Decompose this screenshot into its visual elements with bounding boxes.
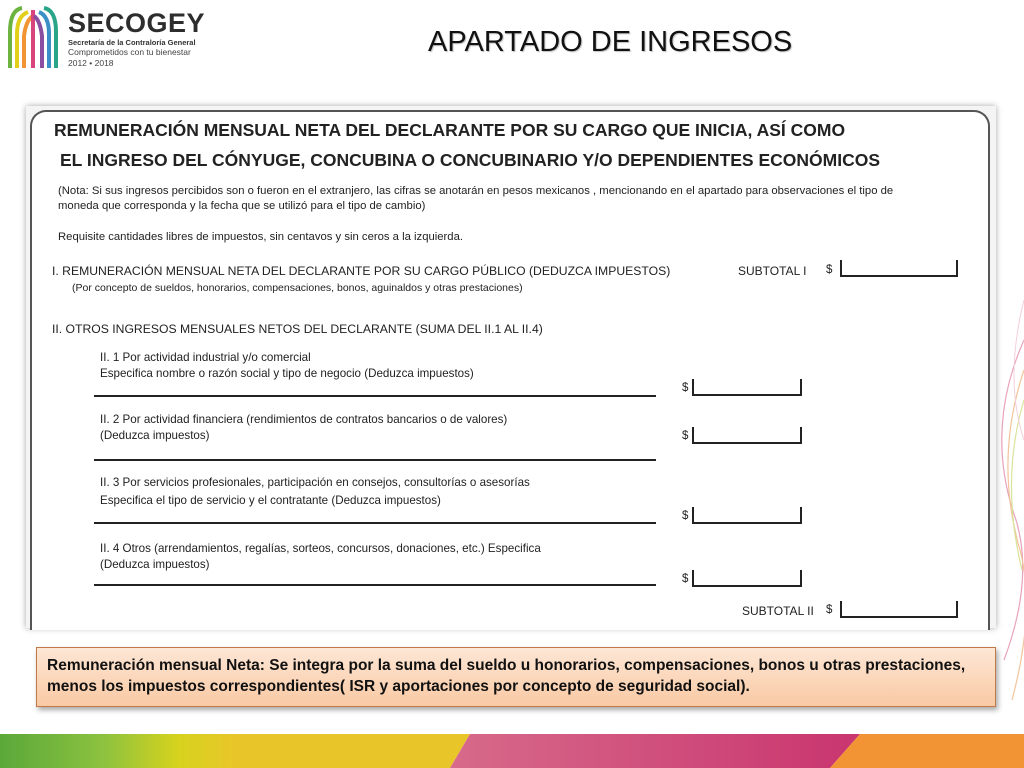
form-note-line1: (Nota: Si sus ingresos percibidos son o fueron en el extranjero, las cifras se anotarán en pesos mexicanos , mencionando en el apartado para observaciones el tipo de xyxy=(58,185,894,197)
footer-color-band xyxy=(0,734,1024,768)
subtotal1-label: SUBTOTAL I xyxy=(738,264,807,278)
logo-subtitle-institution: Secretaría de la Contraloría General xyxy=(68,38,196,47)
item-ii1-amount-field[interactable] xyxy=(692,379,802,396)
section2-title: II. OTROS INGRESOS MENSUALES NETOS DEL DECLARANTE (SUMA DEL II.1 AL II.4) xyxy=(52,322,543,336)
item-ii1-entry-line[interactable] xyxy=(94,395,656,397)
subtotal2-currency: $ xyxy=(826,604,833,616)
income-declaration-form xyxy=(30,110,990,630)
section1-title: I. REMUNERACIÓN MENSUAL NETA DEL DECLARANTE POR SU CARGO PÚBLICO (DEDUZCA IMPUESTOS) xyxy=(52,264,671,278)
item-ii2-currency: $ xyxy=(682,430,689,442)
form-note-line2: moneda que corresponda y la fecha que se utilizó para el tipo de cambio) xyxy=(58,200,426,212)
item-ii2-entry-line[interactable] xyxy=(94,459,656,461)
logo-years: 2012 • 2018 xyxy=(68,58,114,68)
slide-title: APARTADO DE INGRESOS xyxy=(428,26,793,58)
item-ii3-currency: $ xyxy=(682,510,689,522)
subtotal2-amount-field[interactable] xyxy=(840,601,958,618)
secogey-logo-mark-icon xyxy=(4,2,62,70)
item-ii3-line2: Especifica el tipo de servicio y el contratante (Deduzca impuestos) xyxy=(100,494,441,507)
subtotal1-amount-field[interactable] xyxy=(840,260,958,277)
item-ii2-line2: (Deduzca impuestos) xyxy=(100,429,210,442)
section1-subtitle: (Por concepto de sueldos, honorarios, compensaciones, bonos, aguinaldos y otras prestaciones) xyxy=(72,282,523,294)
form-title-line2: EL INGRESO DEL CÓNYUGE, CONCUBINA O CONCUBINARIO Y/O DEPENDIENTES ECONÓMICOS xyxy=(60,150,880,170)
logo-subtitle-slogan: Comprometidos con tu bienestar xyxy=(68,47,191,57)
item-ii3-amount-field[interactable] xyxy=(692,507,802,524)
form-instruction: Requisite cantidades libres de impuestos, sin centavos y sin ceros a la izquierda. xyxy=(58,231,464,243)
item-ii4-entry-line[interactable] xyxy=(94,584,656,586)
item-ii2-amount-field[interactable] xyxy=(692,427,802,444)
net-remuneration-note: Remuneración mensual Neta: Se integra por la suma del sueldo u honorarios, compensaciones, bonos u otras prestaciones, menos los impuestos correspondientes( ISR y aportaciones por concepto de seguridad social). xyxy=(36,647,996,707)
item-ii1-line1: II. 1 Por actividad industrial y/o comercial xyxy=(100,351,311,364)
item-ii2-line1: II. 2 Por actividad financiera (rendimientos de contratos bancarios o de valores) xyxy=(100,413,508,426)
item-ii3-line1: II. 3 Por servicios profesionales, participación en consejos, consultorías o asesorías xyxy=(100,476,530,489)
subtotal1-currency: $ xyxy=(826,264,833,276)
secogey-logo xyxy=(4,2,204,70)
item-ii3-entry-line[interactable] xyxy=(94,522,656,524)
subtotal2-label: SUBTOTAL II xyxy=(742,604,814,618)
item-ii1-currency: $ xyxy=(682,382,689,394)
item-ii4-line2: (Deduzca impuestos) xyxy=(100,558,210,571)
item-ii4-amount-field[interactable] xyxy=(692,570,802,587)
logo-brand-name: SECOGEY xyxy=(68,8,206,38)
form-title-line1: REMUNERACIÓN MENSUAL NETA DEL DECLARANTE POR SU CARGO QUE INICIA, ASÍ COMO xyxy=(54,120,846,140)
item-ii4-currency: $ xyxy=(682,573,689,585)
item-ii4-line1: II. 4 Otros (arrendamientos, regalías, sorteos, concursos, donaciones, etc.) Especifica xyxy=(100,542,541,555)
item-ii1-line2: Especifica nombre o razón social y tipo de negocio (Deduzca impuestos) xyxy=(100,367,474,380)
